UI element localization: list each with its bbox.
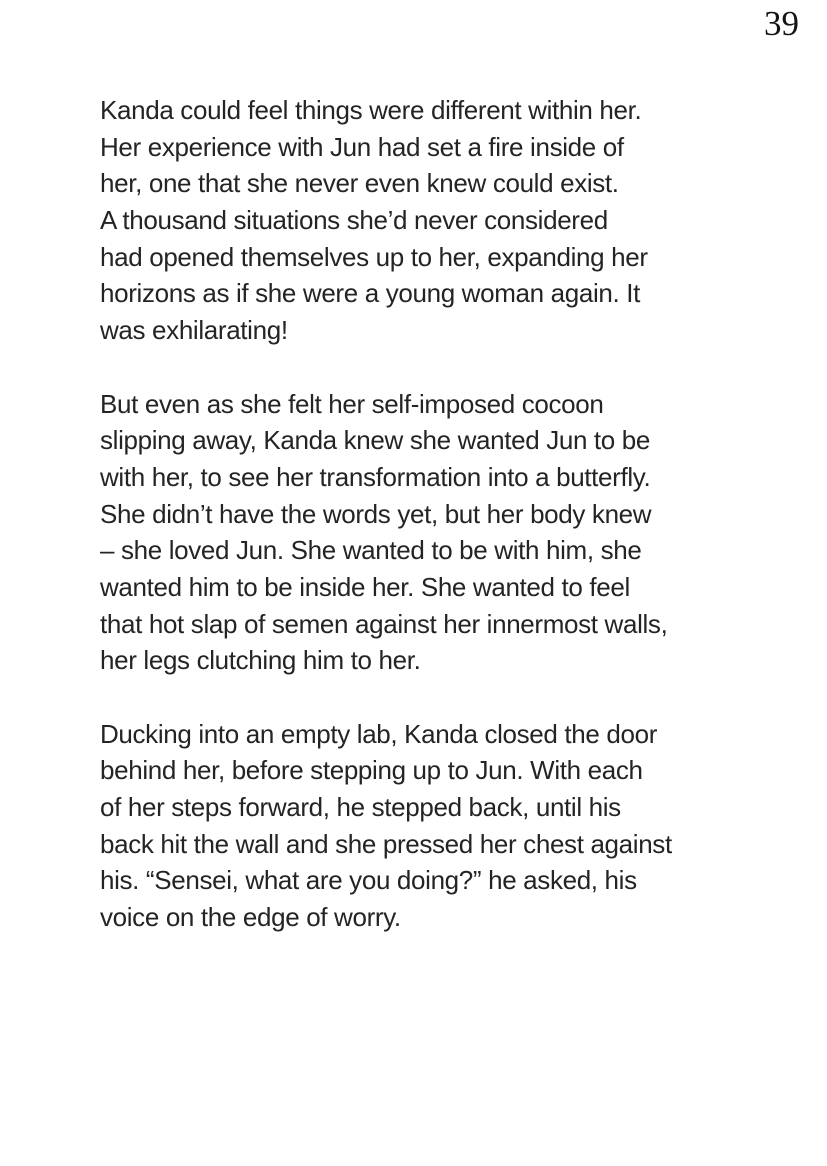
text-line: Kanda could feel things were different within her.: [100, 95, 642, 125]
text-line: horizons as if she were a young woman again. It: [100, 278, 640, 309]
text-line: wanted him to be inside her. She wanted to feel: [100, 571, 630, 602]
text-line: was exhilarating!: [100, 315, 288, 346]
text-line: his. “Sensei, what are you doing?” he asked, his: [100, 865, 637, 896]
text-line: had opened themselves up to her, expanding her: [100, 241, 648, 272]
text-line: Her experience with Jun had set a fire inside of: [100, 131, 624, 162]
text-block: [100, 92, 760, 973]
page-number: 39: [764, 4, 799, 43]
text-line: voice on the edge of worry.: [100, 902, 401, 933]
text-line: She didn’t have the words yet, but her body knew: [100, 498, 652, 529]
paragraph: [100, 92, 760, 349]
text-line: A thousand situations she’d never considered: [100, 205, 608, 236]
text-line: back hit the wall and she pressed her chest against: [100, 828, 672, 859]
text-line: of her steps forward, he stepped back, until his: [100, 792, 621, 823]
text-line: But even as she felt her self-imposed cocoon: [100, 388, 604, 419]
text-line: behind her, before stepping up to Jun. With each: [100, 755, 643, 786]
paragraph: [100, 716, 760, 936]
paragraph: [100, 386, 760, 680]
text-line: slipping away, Kanda knew she wanted Jun to be: [100, 425, 651, 456]
text-line: – she loved Jun. She wanted to be with him, she: [100, 535, 642, 566]
text-line: that hot slap of semen against her innermost walls,: [100, 608, 668, 639]
text-line: her, one that she never even knew could exist.: [100, 168, 619, 199]
text-line: with her, to see her transformation into a butterfly.: [100, 461, 651, 492]
text-line: Ducking into an empty lab, Kanda closed the door: [100, 718, 658, 749]
text-line: her legs clutching him to her.: [100, 645, 421, 676]
